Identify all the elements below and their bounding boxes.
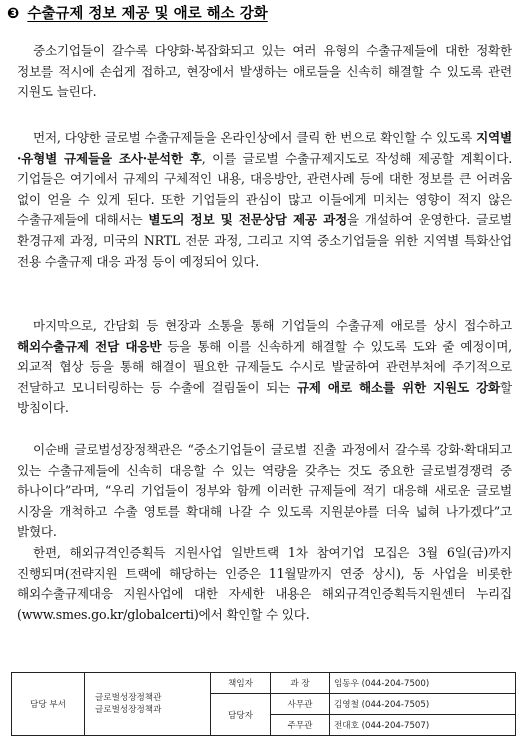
section-number: ❸ bbox=[7, 6, 20, 22]
contact-person-cell: 김영철 (044-204-7505) bbox=[330, 694, 516, 715]
contact-person-cell: 임동우 (044-204-7500) bbox=[330, 673, 516, 694]
dept-line: 글로벌성장정책과 bbox=[95, 705, 162, 715]
position-cell: 사무관 bbox=[271, 694, 330, 715]
paragraph-text: 이순배 글로벌성장정책관은 “중소기업들이 글로벌 진출 과정에서 갈수록 강화·확대되고 있는 수출규제들에 신속히 대응할 수 있는 역량을 갖추는 것도 중요한 글로벌경쟁력 중 하나이다”라며, “우리 기업들이 정부와 함께 이러한 규제들에 적기 대응해 새로운 글로벌 시장을 개척하고 수출 영토를 확대해 나갈 수 있도록 지원분야를 더욱 넓혀 나가겠다”고 밝혔다. bbox=[17, 442, 512, 540]
position-cell: 주무관 bbox=[271, 715, 330, 736]
contact-person-cell: 전대호 (044-204-7507) bbox=[330, 715, 516, 736]
paragraph-info-support bbox=[17, 41, 512, 103]
paragraph-recruitment-notice bbox=[17, 543, 512, 625]
staff-label-cell: 담당자 bbox=[211, 694, 271, 736]
paragraph-regulation-map bbox=[17, 128, 512, 272]
paragraph-text: 할 방침이다. bbox=[17, 379, 512, 416]
paragraph-text: 중소기업들이 갈수록 다양화·복잡화되고 있는 여러 유형의 수출규제들에 대한 정확한 정보를 적시에 손쉽게 접하고, 현장에서 발생하는 애로들을 신속히 해결할 수 있도록 관련 지원도 늘린다. bbox=[17, 43, 512, 100]
paragraph-text: 을 개설하여 운영한다. 글로벌 환경규제 과정, 미국의 NRTL 전문 과정, 그리고 지역 중소기업들을 위한 지역별 특화산업 전용 수출규제 대응 과정 등이 예정되어 있다. bbox=[17, 212, 512, 269]
paragraph-text: 마지막으로, 간담회 등 현장과 소통을 통해 기업들의 수출규제 애로를 상시 접수하고 bbox=[33, 318, 512, 333]
paragraph-text: , 이를 글로벌 수출규제지도로 작성해 제공할 계획이다. 기업들은 여기에서 규제의 구체적인 내용, 대응방안, 관련사례 등에 대한 정보를 큰 어려움 없이 얻을 수 있게 된다. 또한 기업들의 관심이 많고 이들에게 미치는 영향이 적지 않은 수출규제들에 대해서는 bbox=[17, 150, 512, 228]
paragraph-text: 등을 통해 이를 신속하게 해결할 수 있도록 도와 줄 예정이며, 외교적 협상 등을 통해 해결이 필요한 규제들도 수시로 발굴하여 관련부처에 주기적으로 전달하고 모니터링하는 등 수출에 걸림돌이 되는 bbox=[17, 338, 512, 395]
dept-header-cell: 담당 부서 bbox=[12, 673, 85, 736]
paragraph-emphasis: 별도의 정보 및 전문상담 제공 과정 bbox=[148, 212, 348, 228]
dept-cell bbox=[85, 673, 211, 736]
paragraph-barrier-resolution bbox=[17, 316, 512, 419]
paragraph-official-quote bbox=[17, 440, 512, 543]
section-heading bbox=[7, 2, 268, 26]
paragraph-text: 한편, 해외규격인증획득 지원사업 일반트랙 1차 참여기업 모집은 3월 6일(금)까지 진행되며(전략지원 트랙에 해당하는 인증은 11월말까지 연중 상시), 동 사업을 비롯한 해외수출규제대응 지원사업에 대한 자세한 내용은 해외규격인증획득지원센터 누리집(www.smes.go.kr/globalcerti)에서 확인할 수 있다. bbox=[17, 545, 512, 622]
dept-line: 글로벌성장정책관 bbox=[95, 693, 162, 703]
paragraph-emphasis: 규제 애로 해소를 위한 지원도 강화 bbox=[296, 379, 501, 395]
table-row bbox=[12, 673, 516, 694]
paragraph-emphasis: 지역별·유형별 규제들을 조사·분석한 후 bbox=[17, 130, 512, 166]
position-cell: 과 장 bbox=[271, 673, 330, 694]
section-title: 수출규제 정보 제공 및 애로 해소 강화 bbox=[27, 6, 268, 22]
paragraph-text: 먼저, 다양한 글로벌 수출규제들을 온라인상에서 클릭 한 번으로 확인할 수 있도록 bbox=[33, 130, 477, 145]
responsible-label-cell: 책임자 bbox=[211, 673, 271, 694]
contact-table bbox=[11, 672, 516, 736]
paragraph-emphasis: 해외수출규제 전담 대응반 bbox=[17, 338, 162, 354]
